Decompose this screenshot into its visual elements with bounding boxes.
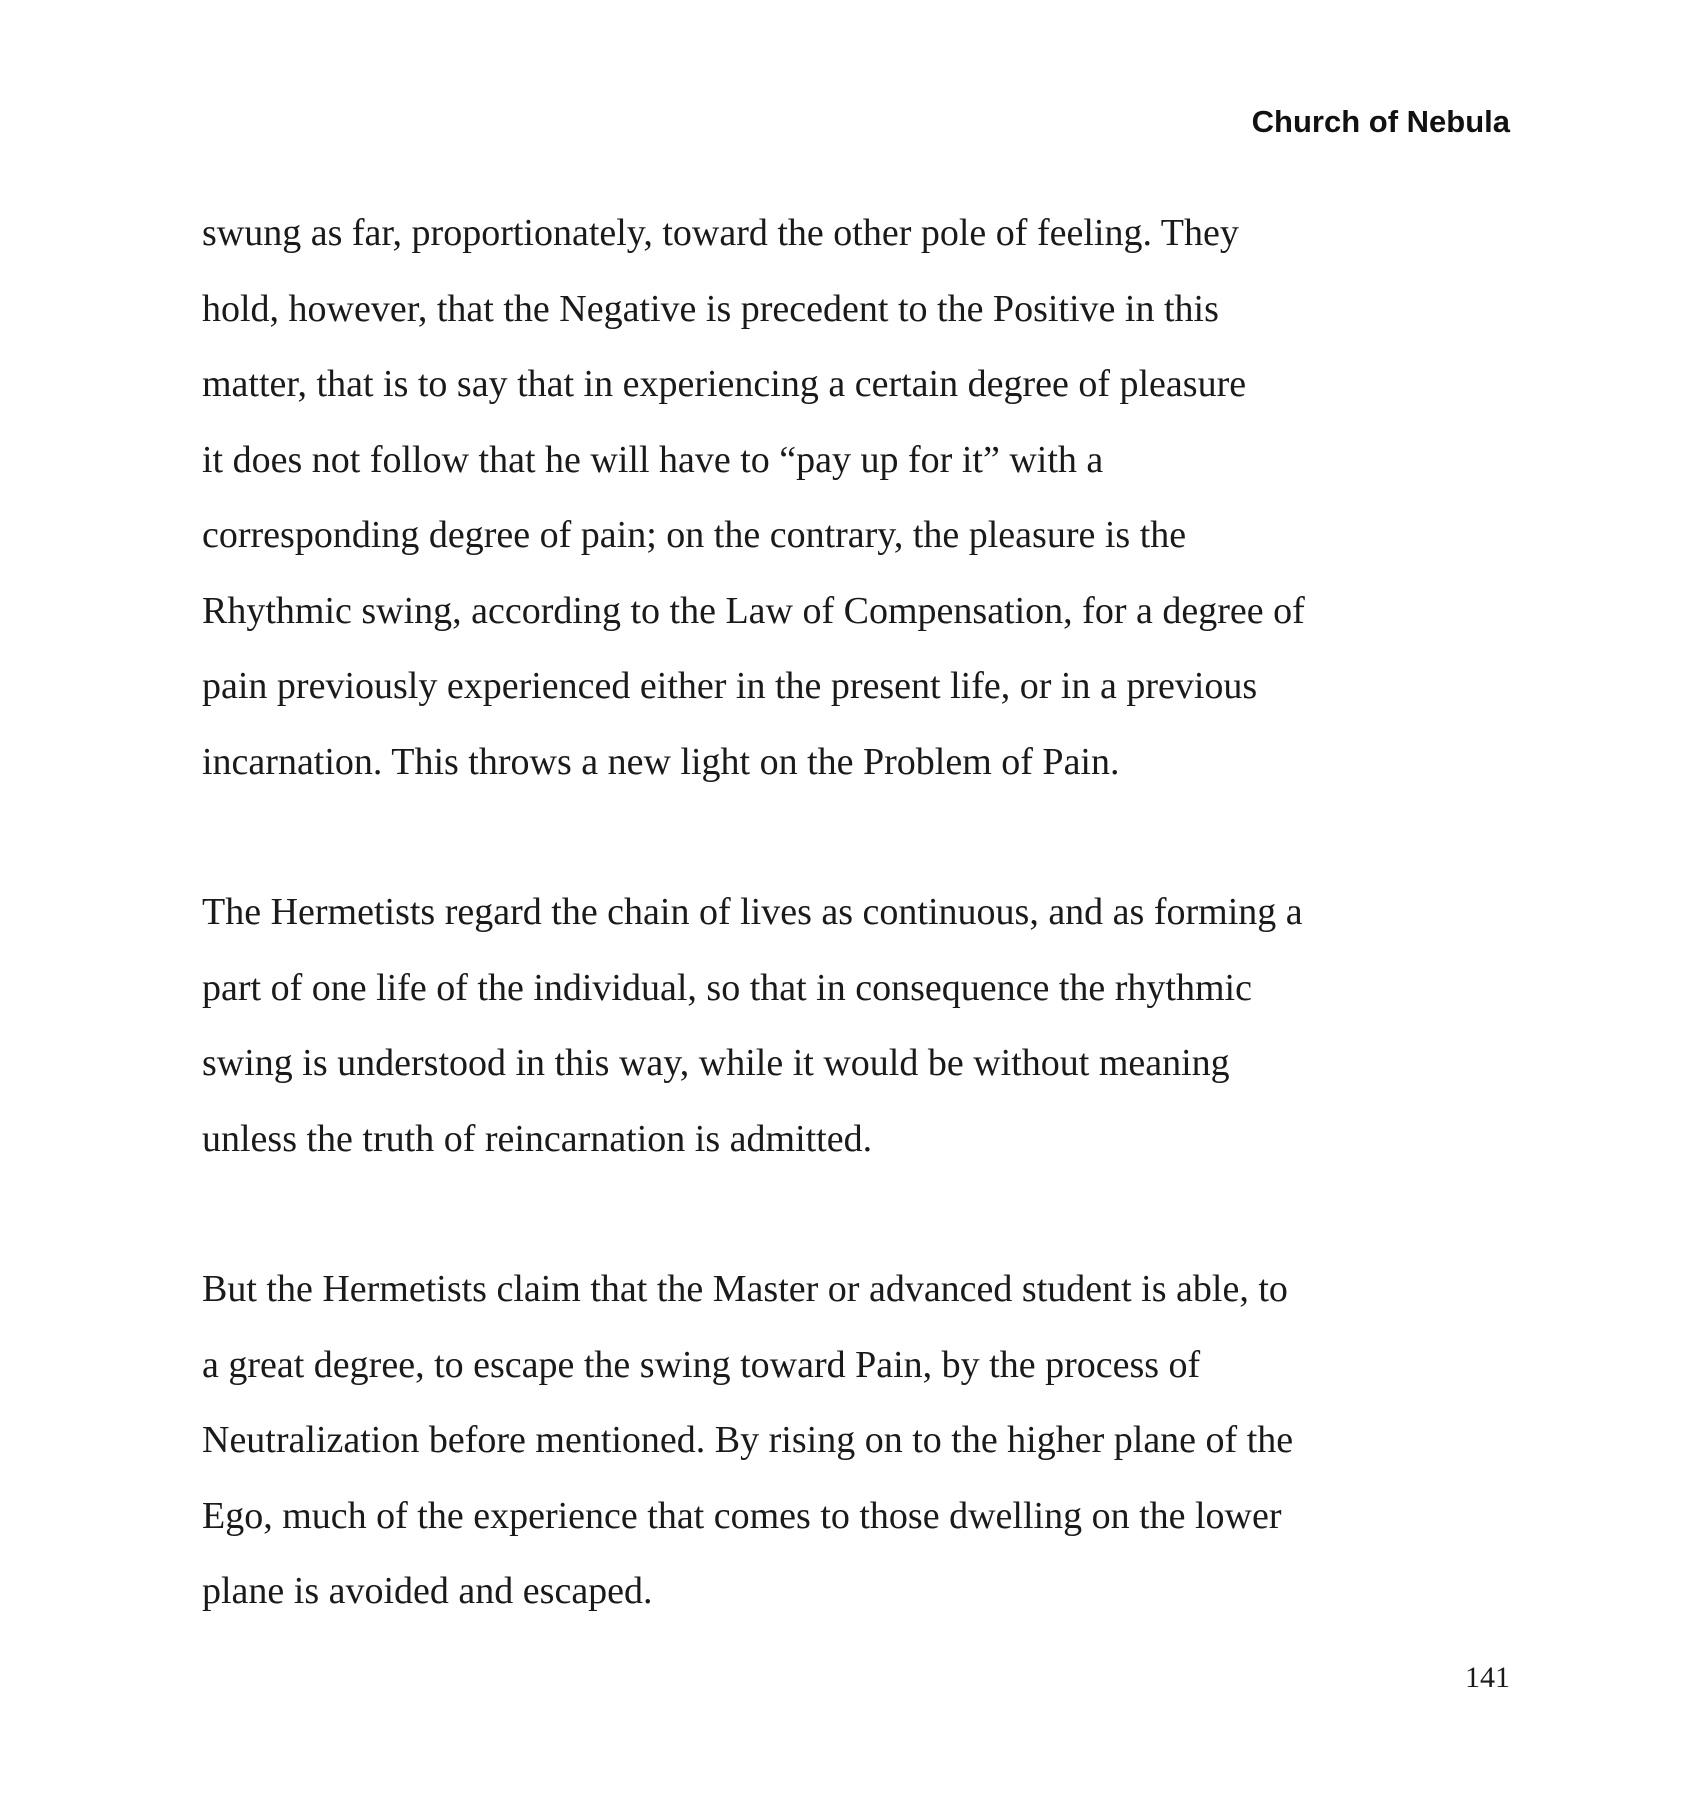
text-line: The Hermetists regard the chain of lives as continuous, and as forming a: [202, 891, 1303, 933]
text-line: pain previously experienced either in the present life, or in a previous: [202, 665, 1258, 707]
text-line: But the Hermetists claim that the Master or advanced student is able, to: [202, 1268, 1288, 1310]
text-line: hold, however, that the Negative is precedent to the Positive in this: [202, 287, 1219, 330]
text-line: incarnation. This throws a new light on the Problem of Pain.: [202, 740, 1120, 783]
text-line: plane is avoided and escaped.: [202, 1570, 653, 1612]
paragraph-3: [202, 1252, 1502, 1630]
paragraph-2: [202, 875, 1502, 1177]
running-header-title: Church of Nebula: [1251, 104, 1510, 139]
text-line: swung as far, proportionately, toward the other pole of feeling. They: [202, 212, 1239, 254]
text-line: Neutralization before mentioned. By rising on to the higher plane of the: [202, 1419, 1294, 1461]
text-line: it does not follow that he will have to “pay up for it” with a: [202, 438, 1104, 481]
body-text: [202, 196, 1502, 1705]
text-line: part of one life of the individual, so that in consequence the rhythmic: [202, 966, 1252, 1009]
text-line: a great degree, to escape the swing toward Pain, by the process of: [202, 1343, 1201, 1386]
text-line: unless the truth of reincarnation is admitted.: [202, 1117, 873, 1160]
text-line: matter, that is to say that in experiencing a certain degree of pleasure: [202, 363, 1247, 405]
text-line: corresponding degree of pain; on the contrary, the pleasure is the: [202, 514, 1187, 556]
text-line: Ego, much of the experience that comes to those dwelling on the lower: [202, 1494, 1282, 1537]
page-number: 141: [1465, 1661, 1510, 1694]
paragraph-1: [202, 196, 1502, 800]
text-line: Rhythmic swing, according to the Law of Compensation, for a degree of: [202, 589, 1305, 632]
text-line: swing is understood in this way, while it would be without meaning: [202, 1042, 1230, 1084]
